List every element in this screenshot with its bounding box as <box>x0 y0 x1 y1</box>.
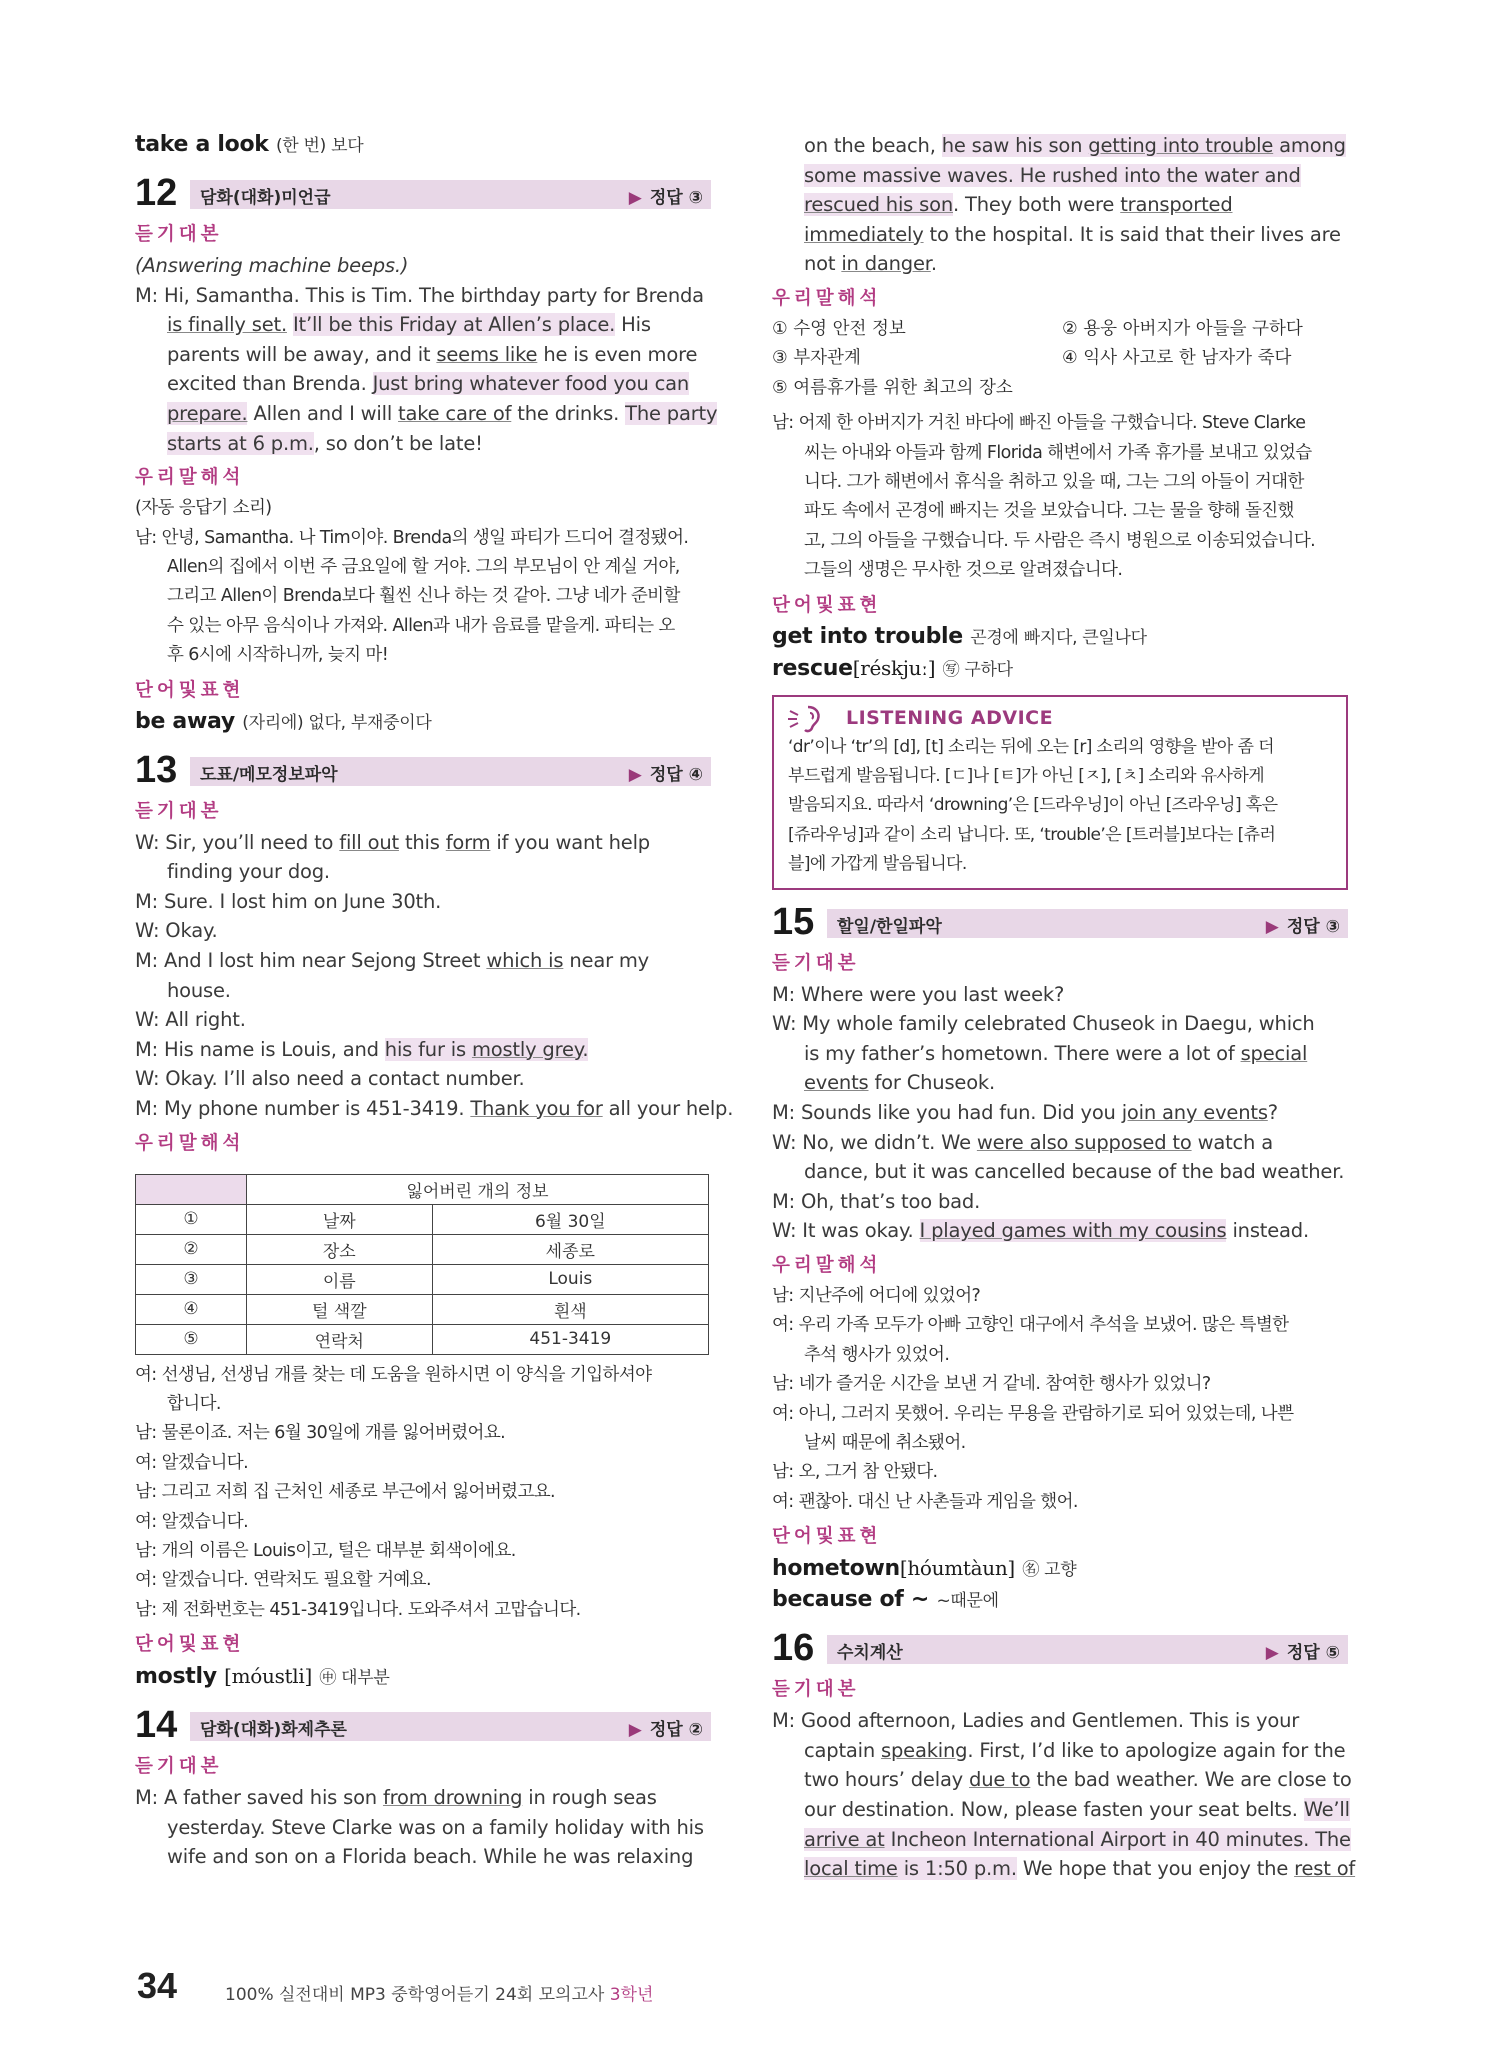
script-label: 듣기대본 <box>772 952 860 974</box>
stage-direction: (Answering machine beeps.) <box>135 254 409 277</box>
option: ⑤ 여름휴가를 위한 최고의 장소 <box>772 377 1013 398</box>
script-line: two hours’ delay due to the bad weather. We are close to <box>804 1768 1352 1792</box>
script-line: M: Where were you last week? <box>772 982 1065 1006</box>
option: ④ 익사 사고로 한 남자가 죽다 <box>1062 348 1292 369</box>
question-type: 담화(대화)화제추론 <box>200 1720 347 1741</box>
script-label: 듣기대본 <box>135 1756 223 1778</box>
script-line: some massive waves. He rushed into the water and <box>804 163 1301 187</box>
translation-label: 우리말해석 <box>135 1132 245 1154</box>
script-label: 듣기대본 <box>135 224 223 245</box>
translation-line: 그리고 Allen이 Brenda보다 훨씬 신나 하는 것 같아. 그냥 네가 준비할 <box>167 586 680 607</box>
script-line: excited than Brenda. Just bring whatever food you can <box>167 372 690 396</box>
script-line: our destination. Now, please fasten your seat belts. We’ll <box>804 1798 1350 1822</box>
translation-line: 남: 개의 이름은 Louis이고, 털은 대부분 회색이에요. <box>135 1540 516 1561</box>
translation-line: 남: 지난주에 어디에 있었어? <box>772 1286 981 1306</box>
translation-line: 여: 알겠습니다. <box>135 1511 249 1532</box>
vocab-entry: get into trouble 곤경에 빠지다, 큰일나다 <box>772 623 1147 649</box>
vocab-label: 단어및표현 <box>772 594 882 616</box>
question-type-bar <box>190 180 711 209</box>
translation-line: (자동 응답기 소리) <box>135 498 272 519</box>
triangle-icon: ▶ <box>1265 916 1279 937</box>
vocab-label: 단어및표현 <box>772 1526 882 1548</box>
translation-line: 여: 우리 가족 모두가 아빠 고향인 대구에서 추석을 보냈어. 많은 특별한 <box>772 1315 1289 1336</box>
advice-line: [쥬라우닝]과 같이 소리 납니다. 또, ‘trouble’은 [트러블]보다는 [츄러 <box>788 824 1276 845</box>
script-line: M: Good afternoon, Ladies and Gentlemen. This is your <box>772 1709 1300 1733</box>
script-line: M: His name is Louis, and his fur is mostly grey. <box>135 1037 589 1061</box>
option: ② 용웅 아버지가 아들을 구하다 <box>1062 318 1303 339</box>
answer-badge: ▶ 정답 ④ <box>628 764 703 785</box>
question-type: 담화(대화)미언급 <box>200 188 331 208</box>
script-line: M: Sounds like you had fun. Did you join any events? <box>772 1101 1278 1125</box>
script-label: 듣기대본 <box>135 800 223 822</box>
option: ① 수영 안전 정보 <box>772 318 906 339</box>
left-column <box>135 130 734 1872</box>
answer-options <box>772 315 1348 403</box>
question-number: 15 <box>772 900 815 943</box>
triangle-icon: ▶ <box>628 1720 642 1741</box>
vocab-entry: rescue[réskjuː] ㊢ 구하다 <box>772 655 1013 681</box>
script-line: not in danger. <box>804 252 937 276</box>
answer-badge: ▶ 정답 ③ <box>628 188 703 208</box>
script-line: yesterday. Steve Clarke was on a family holiday with his <box>167 1815 704 1839</box>
question-type: 수치계산 <box>837 1643 903 1664</box>
triangle-icon: ▶ <box>1265 1643 1279 1664</box>
advice-line: 블]에 가깝게 발음됩니다. <box>788 854 967 875</box>
script-line: M: Hi, Samantha. This is Tim. The birthday party for Brenda <box>135 283 704 307</box>
translation-line: 그들의 생명은 무사한 것으로 알려졌습니다. <box>804 560 1123 581</box>
option: ③ 부자관계 <box>772 348 861 369</box>
script-line: W: All right. <box>135 1008 246 1032</box>
translation-line: 니다. 그가 해변에서 휴식을 취하고 있을 때, 그는 그의 아들이 거대한 <box>804 472 1304 492</box>
translation-line: 고, 그의 아들을 구했습니다. 두 사람은 즉시 병원으로 이송되었습니다. <box>804 530 1316 551</box>
script-line: rescued his son. They both were transported <box>804 193 1233 217</box>
table-title: 잃어버린 개의 정보 <box>247 1174 709 1204</box>
translation-label: 우리말해석 <box>772 287 882 309</box>
script-line: events for Chuseok. <box>804 1071 996 1095</box>
translation-line: 후 6시에 시작하니까, 늦지 마! <box>167 645 389 666</box>
translation-line: 추석 행사가 있었어. <box>804 1344 950 1365</box>
footer-title: 100% 실전대비 MP3 중학영어듣기 24회 모의고사 3학년 <box>225 1985 654 2005</box>
script-line: wife and son on a Florida beach. While he was relaxing <box>167 1845 694 1869</box>
question-12-header <box>135 172 711 215</box>
script-line: W: Okay. <box>135 919 218 943</box>
question-type: 할일/한일파악 <box>837 916 942 937</box>
answer-badge: ▶ 정답 ⑤ <box>1265 1643 1340 1664</box>
translation-line: 여: 알겠습니다. 연락처도 필요할 거예요. <box>135 1570 431 1591</box>
translation-line: 씨는 아내와 아들과 함께 Florida 해변에서 가족 휴가를 보내고 있었습 <box>804 442 1312 463</box>
ear-icon <box>786 703 826 733</box>
translation-line: Allen의 집에서 이번 주 금요일에 할 거야. 그의 부모님이 안 계실 거야, <box>167 556 680 577</box>
translation-label: 우리말해석 <box>135 467 245 489</box>
script-line: M: And I lost him near Sejong Street which is near my <box>135 948 650 972</box>
vocab-label: 단어및표현 <box>135 1634 245 1656</box>
translation-line: 남: 네가 즐거운 시간을 보낸 거 같네. 참여한 행사가 있었니? <box>772 1374 1211 1395</box>
vocab-entry: mostly [móustli] ㊥ 대부분 <box>135 1664 390 1690</box>
question-number: 14 <box>135 1704 178 1747</box>
script-line: W: Okay. I’ll also need a contact number. <box>135 1067 525 1091</box>
question-type-bar <box>827 1635 1348 1664</box>
translation-line: 여: 아니, 그러지 못했어. 우리는 무용을 관람하기로 되어 있었는데, 나쁜 <box>772 1403 1294 1424</box>
script-line: local time is 1:50 p.m. We hope that you enjoy the rest of <box>804 1857 1356 1881</box>
question-type-bar <box>827 909 1348 938</box>
question-number: 16 <box>772 1627 815 1670</box>
answer-badge: ▶ 정답 ③ <box>1265 916 1340 937</box>
script-line: M: Oh, that’s too bad. <box>772 1189 981 1213</box>
script-line: starts at 6 p.m., so don’t be late! <box>167 431 483 455</box>
translation-line: 여: 괜찮아. 대신 난 사촌들과 게임을 했어. <box>772 1491 1078 1512</box>
answer-badge: ▶ 정답 ② <box>628 1720 703 1741</box>
translation-line: 여: 선생님, 선생님 개를 찾는 데 도움을 원하시면 이 양식을 기입하셔야 <box>135 1364 652 1385</box>
advice-line: 발음되지요. 따라서 ‘drowning’은 [드라우닝]이 아닌 [즈라우닝] 혹은 <box>788 795 1278 816</box>
table-row: ④ 털 색깔 흰색 <box>136 1294 709 1324</box>
script-line: M: My phone number is 451-3419. Thank you for all your help. <box>135 1096 734 1120</box>
lost-dog-info-table <box>135 1174 709 1355</box>
translation-line: 남: 제 전화번호는 451-3419입니다. 도와주셔서 고맙습니다. <box>135 1599 581 1620</box>
question-15-header <box>772 900 1348 944</box>
translation-line: 파도 속에서 곤경에 빠지는 것을 보았습니다. 그는 물을 향해 돌진했 <box>804 501 1294 522</box>
script-line: finding your dog. <box>167 860 330 884</box>
page-number: 34 <box>137 1965 178 2006</box>
script-line: W: It was okay. I played games with my cousins instead. <box>772 1219 1309 1243</box>
script-line: dance, but it was cancelled because of the bad weather. <box>804 1160 1345 1184</box>
script-label: 듣기대본 <box>772 1679 860 1701</box>
script-line: house. <box>167 978 231 1002</box>
listening-advice-box <box>772 695 1348 890</box>
translation-line: 남: 물론이죠. 저는 6월 30일에 개를 잃어버렸어요. <box>135 1423 506 1444</box>
vocab-entry: be away (자리에) 없다, 부재중이다 <box>135 708 432 734</box>
right-column <box>772 131 1356 1884</box>
translation-line: 남: 그리고 저희 집 근처인 세종로 부근에서 잃어버렸고요. <box>135 1482 556 1503</box>
script-line: arrive at Incheon International Airport in 40 minutes. The <box>804 1827 1351 1851</box>
translation-line: 날씨 때문에 취소됐어. <box>804 1433 966 1454</box>
vocab-entry: hometown[hóumtàun] ㊔ 고향 <box>772 1556 1077 1582</box>
script-line: captain speaking. First, I’d like to apologize again for the <box>804 1738 1346 1762</box>
question-number: 13 <box>135 748 178 791</box>
script-line: is my father’s hometown. There were a lot of special <box>804 1041 1308 1065</box>
table-row: ① 날짜 6월 30일 <box>136 1204 709 1234</box>
triangle-icon: ▶ <box>628 764 642 785</box>
advice-title: LISTENING ADVICE <box>846 706 1054 729</box>
script-line: M: Sure. I lost him on June 30th. <box>135 889 442 913</box>
translation-line: 남: 안녕, Samantha. 나 Tim이야. Brenda의 생일 파티가 드디어 결정됐어. <box>135 527 689 548</box>
triangle-icon: ▶ <box>628 188 642 208</box>
question-14-header <box>135 1704 711 1747</box>
question-type-bar <box>190 757 711 786</box>
table-row: ② 장소 세종로 <box>136 1234 709 1264</box>
translation-line: 합니다. <box>167 1393 221 1414</box>
translation-line: 남: 어제 한 아버지가 거친 바다에 빠진 아들을 구했습니다. Steve Clarke <box>772 413 1306 434</box>
question-16-header <box>772 1627 1348 1670</box>
question-type: 도표/메모정보파악 <box>200 764 338 785</box>
script-line: W: Sir, you’ll need to fill out this form if you want help <box>135 830 650 854</box>
question-type-bar <box>190 1712 711 1741</box>
question-number: 12 <box>135 172 178 214</box>
vocab-entry: because of ~ ~때문에 <box>772 1587 999 1613</box>
question-13-header <box>135 748 711 792</box>
script-line: M: A father saved his son from drowning in rough seas <box>135 1786 657 1810</box>
translation-line: 남: 오, 그거 참 안됐다. <box>772 1462 938 1483</box>
script-line: immediately to the hospital. It is said that their lives are <box>804 222 1341 246</box>
translation-line: 여: 알겠습니다. <box>135 1452 249 1473</box>
script-line: prepare. Allen and I will take care of the drinks. The party <box>167 401 718 425</box>
vocab-label: 단어및표현 <box>135 679 245 701</box>
table-row: ③ 이름 Louis <box>136 1264 709 1294</box>
script-line: W: My whole family celebrated Chuseok in Daegu, which <box>772 1012 1315 1036</box>
script-line: W: No, we didn’t. We were also supposed to watch a <box>772 1130 1273 1154</box>
table-row: ⑤ 연락처 451-3419 <box>136 1324 709 1354</box>
script-line: parents will be away, and it seems like he is even more <box>167 342 698 366</box>
advice-line: 부드럽게 발음됩니다. [ㄷ]나 [ㅌ]가 아닌 [ㅈ], [ㅊ] 소리와 유사하게 <box>788 766 1265 787</box>
vocab-entry: take a look (한 번) 보다 <box>135 132 364 157</box>
advice-line: ‘dr’이나 ‘tr’의 [d], [t] 소리는 뒤에 오는 [r] 소리의 영향을 받아 좀 더 <box>788 736 1274 757</box>
script-line: is finally set. It’ll be this Friday at Allen’s place. His <box>167 313 651 337</box>
translation-label: 우리말해석 <box>772 1255 882 1276</box>
script-line: on the beach, he saw his son getting into trouble among <box>804 134 1346 157</box>
translation-line: 수 있는 아무 음식이나 가져와. Allen과 내가 음료를 맡을게. 파티는 오 <box>167 615 675 636</box>
